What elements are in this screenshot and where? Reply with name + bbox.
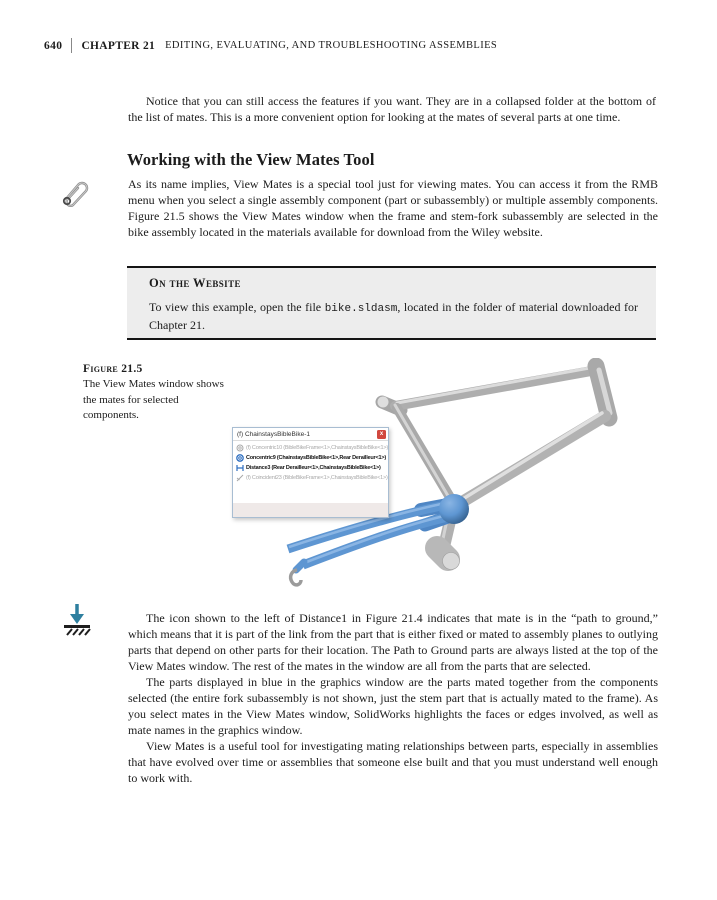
view-mates-window xyxy=(232,427,389,518)
website-box-filename: bike.sldasm xyxy=(324,303,398,315)
coincident-mate-icon xyxy=(236,474,244,482)
concentric-mate-icon xyxy=(236,444,244,452)
view-mates-window-body xyxy=(233,483,388,503)
figure-label: Figure 21.5 xyxy=(83,363,143,375)
chapter-label: CHAPTER 21 xyxy=(81,39,156,52)
body-paragraph: The parts displayed in blue in the graphics window are the parts mated together from the components selected (the entire fork subassembly is not shown, just the stem part that is actually mated to the frame). As you select mates in the View Mates window, SolidWorks highlights the faces or edges involved, as well as mate names in the graphics window. xyxy=(128,675,658,737)
website-box-text-post: , located in the folder of material downloaded for Chapter 21. xyxy=(149,300,639,332)
header-divider xyxy=(71,38,72,53)
body-paragraph: The icon shown to the left of Distance1 in Figure 21.4 indicates that mate is in the “path to ground,” which means that it is part of the link from the part that is either fixed or mated to assembly planes to outlying parts that depend on other parts for their location. The Path to Ground parts are always listed at the top of the View Mates window. The rest of the mates in the window are all from the parts that are selected. xyxy=(128,611,658,673)
view-mates-window-footer xyxy=(233,503,388,517)
mate-row[interactable] xyxy=(233,443,388,453)
page-number: 640 xyxy=(44,39,63,52)
mate-list xyxy=(233,441,388,483)
body-paragraph: View Mates is a useful tool for investigating mating relationships between parts, especially in assemblies that have evolved over time or assemblies that someone else built and that you must understand well enough to work with. xyxy=(128,739,658,785)
view-mates-paperclip-icon xyxy=(57,177,91,216)
mate-row-label: (f) Concentric10 (BibleBikeFrame<1>,ChainstaysBibleBike<1>) xyxy=(246,445,388,451)
on-the-website-box xyxy=(127,266,656,340)
mate-row[interactable] xyxy=(233,473,388,483)
mate-row-label: (f) Coincident23 (BibleBikeFrame<1>,ChainstaysBibleBike<1>) xyxy=(246,475,388,481)
website-box-heading: On the Website xyxy=(149,276,241,290)
mate-row-label: Concentric9 (ChainstaysBibleBike<1>,Rear Derailleur<1>) xyxy=(246,455,387,461)
concentric-mate-icon xyxy=(236,454,244,462)
view-mates-window-title: (f) ChainstaysBibleBike-1 xyxy=(237,430,310,438)
chapter-title: EDITING, EVALUATING, AND TROUBLESHOOTING ASSEMBLIES xyxy=(165,40,498,51)
view-mates-titlebar[interactable] xyxy=(233,428,388,441)
body-text-block xyxy=(128,610,658,786)
figure-caption xyxy=(83,363,225,424)
website-box-text-pre: To view this example, open the file xyxy=(149,300,325,314)
section-paragraph: As its name implies, View Mates is a special tool just for viewing mates. You can access it from the RMB menu when you select a single assembly component (part or subassembly) or multiple assembly components. Figure 21.5 shows the View Mates window when the frame and stem-fork subassembly are selected in the bike assembly located in the materials available for download from the Wiley website. xyxy=(128,177,658,239)
website-box-text xyxy=(149,299,638,333)
distance-mate-icon xyxy=(236,464,244,472)
mate-row[interactable] xyxy=(233,463,388,473)
ball-joint xyxy=(439,494,469,524)
section-heading: Working with the View Mates Tool xyxy=(127,150,375,169)
running-header xyxy=(44,38,497,53)
figure-caption-text: The View Mates window shows the mates for selected components. xyxy=(83,378,224,421)
close-icon[interactable]: x xyxy=(377,430,386,439)
path-to-ground-icon xyxy=(61,602,93,643)
mate-row-label: Distance3 (Rear Derailleur<1>,ChainstaysBibleBike<1>) xyxy=(246,465,381,471)
mate-row[interactable] xyxy=(233,453,388,463)
intro-paragraph: Notice that you can still access the features if you want. They are in a collapsed folder at the bottom of the list of mates. This is a more convenient option for looking at the mates of several parts at one time. xyxy=(128,94,656,124)
figure-image xyxy=(225,358,691,601)
